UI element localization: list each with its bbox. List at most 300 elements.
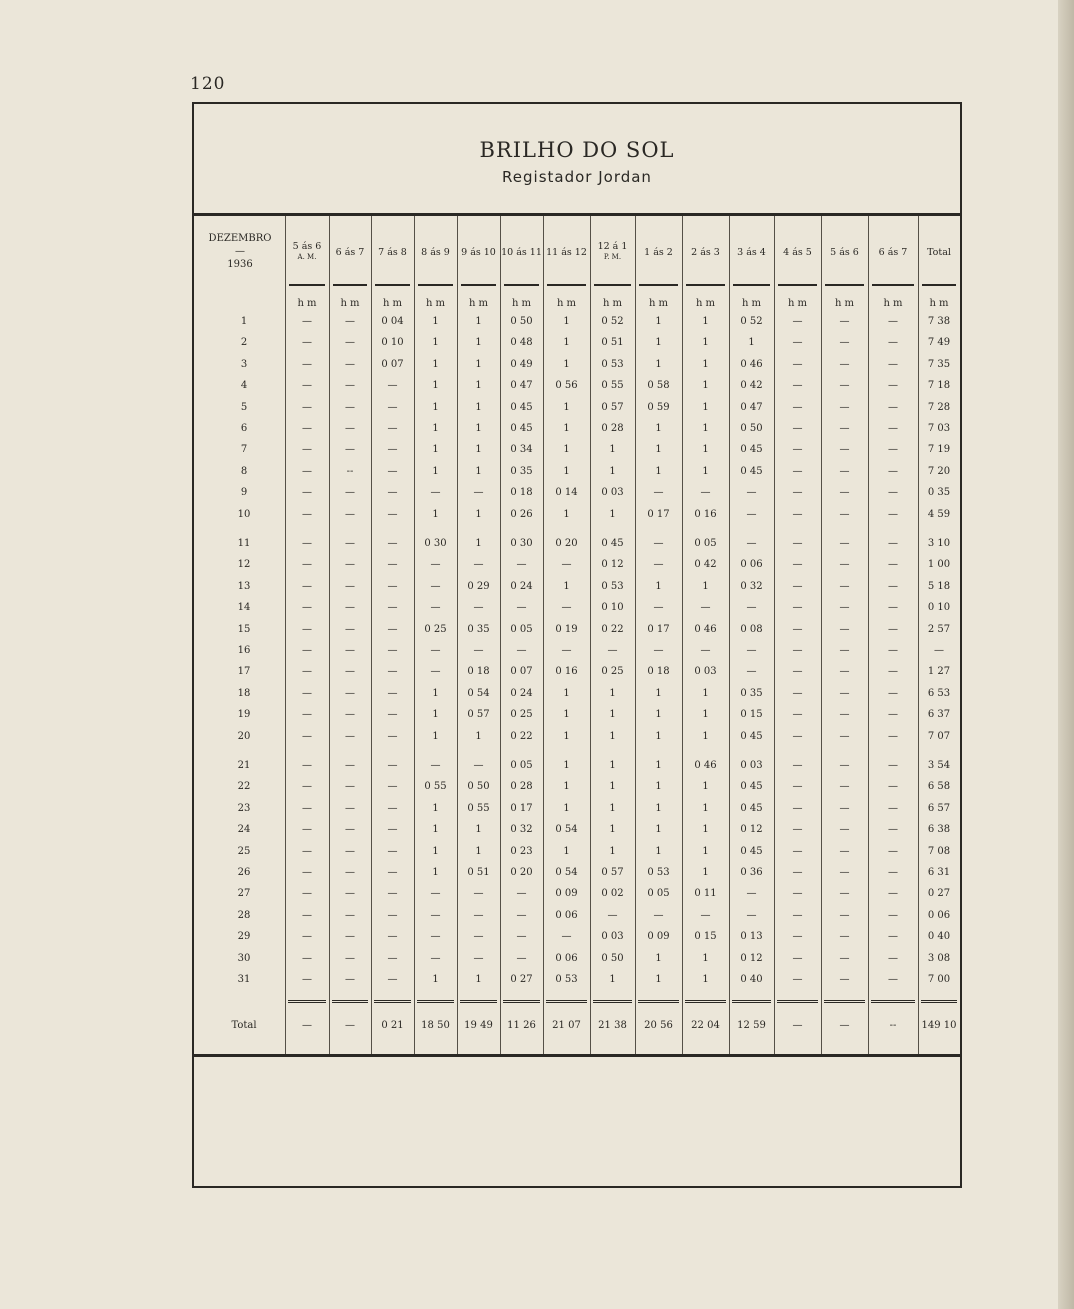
table-cell: 1: [655, 802, 662, 814]
table-cell: 0 34: [510, 444, 533, 456]
table-cell: 0 50: [467, 781, 490, 793]
table-cell: 1: [432, 358, 439, 370]
table-cell: 0 40: [740, 974, 763, 985]
table-cell: 1: [702, 781, 709, 793]
page-number: 120: [190, 74, 226, 94]
table-cell: 0 28: [510, 781, 533, 793]
table-cell: 1: [702, 867, 709, 878]
table-cell: 1: [702, 974, 709, 985]
table-cell: 0 02: [601, 888, 624, 900]
table-cell: —: [430, 909, 441, 921]
table-cell: —: [839, 974, 850, 985]
table-cell: 0 07: [381, 358, 404, 370]
table-cell: 0 46: [694, 760, 717, 771]
table-cell: —: [387, 602, 398, 614]
table-cell: 7 28: [927, 401, 951, 413]
table-cell: 0 20: [555, 538, 578, 549]
total-label: Total: [231, 1020, 257, 1031]
table-cell: —: [839, 709, 850, 721]
table-cell: —: [345, 802, 355, 814]
table-cell: 1: [702, 709, 709, 721]
table-cell: 1: [432, 709, 439, 721]
table-cell: 1: [655, 358, 662, 370]
table-cell: —: [839, 909, 850, 921]
table-cell: 0 26: [510, 508, 533, 520]
table-cell: —: [792, 730, 803, 742]
day-label: 30: [237, 952, 251, 964]
table-cell: —: [345, 316, 355, 327]
table-cell: —: [302, 358, 312, 370]
table-cell: 1: [563, 337, 570, 349]
table-cell: 0 03: [694, 666, 717, 678]
day-label: 18: [237, 687, 251, 699]
day-label: 14: [237, 602, 251, 614]
table-cell: —: [302, 888, 312, 900]
day-label: 1: [240, 316, 248, 327]
table-cell: 1: [563, 781, 570, 793]
table-cell: —: [345, 709, 355, 721]
header-rule: [594, 284, 631, 286]
table-cell: 0 06: [555, 909, 578, 921]
table-cell: 0 24: [510, 580, 533, 592]
table-cell: —: [792, 909, 803, 921]
page-subtitle: Registador Jordan: [502, 168, 652, 186]
table-cell: 0 45: [740, 444, 763, 456]
table-cell: 7 19: [927, 444, 951, 456]
unit-label: h m: [929, 298, 949, 309]
table-cell: —: [302, 802, 312, 814]
table-cell: 0 18: [647, 666, 670, 678]
table-cell: 1: [702, 423, 709, 434]
table-cell: 1: [702, 687, 709, 699]
table-cell: 0 35: [740, 687, 763, 699]
column-header-sub: A. M.: [297, 253, 317, 261]
table-cell: —: [792, 888, 803, 900]
table-cell: 0 17: [647, 508, 670, 520]
table-cell: —: [839, 623, 850, 635]
table-cell: —: [302, 538, 312, 549]
table-cell: 1: [563, 687, 570, 699]
table-cell: —: [792, 760, 803, 771]
table-cell: —: [888, 645, 898, 656]
table-cell: —: [839, 444, 850, 456]
table-cell: —: [473, 760, 484, 771]
table-cell: 0 50: [601, 952, 624, 964]
table-cell: 1: [563, 730, 570, 742]
table-cell: —: [473, 888, 484, 900]
table-cell: 7 20: [927, 465, 951, 477]
table-cell: —: [302, 931, 312, 943]
table-cell: —: [345, 508, 355, 520]
header-rule: [686, 284, 725, 286]
table-cell: 7 18: [927, 380, 951, 392]
table-cell: —: [839, 824, 850, 836]
table-cell: —: [700, 602, 711, 614]
day-label: 28: [237, 909, 251, 921]
table-cell: 0 06: [740, 559, 763, 571]
table-cell: 1: [475, 337, 482, 349]
table-cell: —: [302, 602, 312, 614]
table-cell: —: [387, 423, 398, 434]
day-label: 20: [237, 730, 251, 742]
day-label: 4: [240, 380, 248, 392]
header-rule: [504, 284, 539, 286]
table-cell: 1: [563, 802, 570, 814]
month-header: [198, 232, 282, 271]
table-cell: —: [345, 760, 355, 771]
table-cell: —: [792, 781, 803, 793]
table-cell: —: [792, 845, 803, 857]
table-cell: 1: [475, 538, 482, 549]
table-cell: 0 52: [601, 316, 624, 327]
table-cell: —: [387, 824, 398, 836]
table-cell: 0 06: [555, 952, 578, 964]
table-cell: 0 53: [601, 358, 624, 370]
table-cell: 1: [655, 952, 662, 964]
table-cell: 0 46: [740, 358, 763, 370]
total-rule: [503, 1000, 540, 1003]
total-cell: —: [839, 1020, 850, 1031]
table-cell: —: [473, 602, 484, 614]
table-cell: 1: [609, 444, 616, 456]
table-cell: —: [888, 952, 898, 964]
table-cell: 1: [655, 687, 662, 699]
table-cell: 1 27: [927, 666, 951, 678]
table-cell: —: [473, 645, 484, 656]
unit-label: h m: [648, 298, 669, 309]
table-cell: 1: [432, 465, 439, 477]
table-cell: —: [516, 645, 527, 656]
table-cell: —: [653, 645, 664, 656]
table-cell: —: [792, 645, 803, 656]
table-cell: —: [792, 824, 803, 836]
total-cell: 0 21: [381, 1020, 404, 1031]
table-cell: —: [561, 931, 572, 943]
table-cell: —: [516, 559, 527, 571]
column-header-label: 5 ás 6: [292, 241, 322, 252]
table-cell: —: [653, 538, 664, 549]
table-cell: 0 57: [601, 401, 624, 413]
table-cell: 6 38: [927, 824, 951, 836]
table-cell: 0 52: [740, 316, 763, 327]
column-header: [590, 222, 635, 282]
unit-label: h m: [425, 298, 446, 309]
table-cell: 0 28: [601, 423, 624, 434]
table-cell: —: [387, 974, 398, 985]
header-rule: [922, 284, 956, 286]
column-header-text: [421, 247, 450, 258]
total-rule: [871, 1000, 915, 1003]
table-cell: —: [302, 623, 312, 635]
day-label: 17: [237, 666, 251, 678]
table-cell: —: [888, 909, 898, 921]
table-cell: 1: [432, 444, 439, 456]
unit-label: h m: [297, 298, 317, 309]
table-cell: 0 54: [555, 824, 578, 836]
total-rule: [288, 1000, 326, 1003]
table-cell: —: [839, 730, 850, 742]
table-cell: 1: [655, 444, 662, 456]
table-cell: 0 54: [467, 687, 490, 699]
table-cell: 6 58: [927, 781, 951, 793]
table-cell: 1: [432, 508, 439, 520]
table-cell: —: [792, 952, 803, 964]
column-header-text: [927, 247, 951, 258]
table-cell: 1: [475, 730, 482, 742]
table-cell: 1: [432, 867, 439, 878]
table-cell: —: [792, 401, 803, 413]
table-cell: 0 57: [601, 867, 624, 878]
table-cell: —: [302, 465, 312, 477]
table-cell: —: [302, 974, 312, 985]
table-cell: —: [839, 358, 850, 370]
column-header-text: [691, 247, 720, 258]
table-cell: 1: [563, 709, 570, 721]
table-cell: 0 25: [424, 623, 447, 635]
header-rule: [333, 284, 367, 286]
unit-label: h m: [602, 298, 623, 309]
table-cell: 1: [609, 802, 616, 814]
total-rule: [732, 1000, 771, 1003]
table-cell: 0 47: [740, 401, 763, 413]
table-cell: 0 42: [694, 559, 717, 571]
table-cell: —: [302, 316, 312, 327]
page-title: BRILHO DO SOL: [479, 138, 675, 162]
table-cell: —: [302, 909, 312, 921]
table-cell: —: [430, 602, 441, 614]
table-cell: 1: [563, 845, 570, 857]
day-label: 22: [237, 781, 251, 793]
table-cell: 6 57: [927, 802, 951, 814]
table-cell: —: [430, 760, 441, 771]
table-cell: —: [430, 580, 441, 592]
header-rule: [778, 284, 817, 286]
table-cell: 1: [655, 316, 662, 327]
table-cell: —: [888, 423, 898, 434]
table-cell: —: [302, 845, 312, 857]
table-cell: 1: [475, 465, 482, 477]
total-cell: 18 50: [421, 1020, 450, 1031]
table-cell: 0 56: [555, 380, 578, 392]
table-cell: —: [387, 730, 398, 742]
table-cell: 7 00: [927, 974, 951, 985]
table-cell: —: [839, 423, 850, 434]
column-header: [500, 222, 543, 282]
day-label: 6: [240, 423, 248, 434]
table-cell: 0 35: [510, 465, 533, 477]
column-header-text: [336, 247, 365, 258]
table-cell: —: [839, 931, 850, 943]
table-cell: —: [888, 380, 898, 392]
table-cell: —: [839, 538, 850, 549]
table-cell: —: [792, 337, 803, 349]
table-cell: 0 12: [601, 559, 624, 571]
table-cell: —: [888, 974, 898, 985]
day-label: 2: [240, 337, 248, 349]
table-cell: —: [888, 487, 898, 499]
table-cell: 1: [609, 845, 616, 857]
table-cell: —: [561, 602, 572, 614]
table-cell: 0 07: [510, 666, 533, 678]
table-cell: --: [346, 465, 354, 477]
column-header-label: 3 ás 4: [737, 246, 766, 258]
column-header-text: [293, 241, 322, 263]
table-cell: —: [345, 358, 355, 370]
table-cell: 1: [609, 709, 616, 721]
table-cell: —: [792, 358, 803, 370]
table-cell: —: [430, 931, 441, 943]
table-cell: 1: [475, 358, 482, 370]
day-label: 23: [237, 802, 251, 814]
table-cell: 0 03: [740, 760, 763, 771]
table-cell: —: [888, 781, 898, 793]
table-cell: 1: [702, 802, 709, 814]
header-rule: [547, 284, 586, 286]
table-cell: 1: [702, 465, 709, 477]
table-cell: —: [934, 645, 944, 656]
table-cell: —: [302, 730, 312, 742]
table-cell: 0 09: [555, 888, 578, 900]
day-label: 29: [237, 931, 251, 943]
table-cell: —: [387, 931, 398, 943]
table-cell: —: [473, 931, 484, 943]
table-cell: 0 20: [510, 867, 533, 878]
column-header-sub: P. M.: [603, 253, 622, 261]
day-label: 5: [240, 401, 248, 413]
table-cell: —: [792, 802, 803, 814]
table-cell: —: [792, 316, 803, 327]
total-cell: —: [792, 1020, 803, 1031]
table-cell: —: [839, 580, 850, 592]
table-cell: 1: [702, 380, 709, 392]
year-label: 1936: [227, 259, 253, 270]
table-cell: —: [653, 909, 664, 921]
table-cell: 0 03: [601, 931, 624, 943]
table-cell: 0 08: [740, 623, 763, 635]
table-cell: 0 53: [601, 580, 624, 592]
day-label: 25: [237, 845, 251, 857]
table-cell: 0 15: [740, 709, 763, 721]
table-cell: 1: [563, 760, 570, 771]
table-cell: —: [387, 687, 398, 699]
table-cell: 0 46: [694, 623, 717, 635]
table-cell: —: [607, 909, 618, 921]
table-cell: —: [345, 666, 355, 678]
table-cell: 7 49: [927, 337, 951, 349]
table-cell: 7 35: [927, 358, 951, 370]
table-cell: 0 45: [740, 802, 763, 814]
table-cell: 1: [432, 337, 439, 349]
table-cell: —: [839, 802, 850, 814]
table-cell: —: [888, 602, 898, 614]
table-cell: —: [302, 952, 312, 964]
table-cell: 1: [702, 358, 709, 370]
table-cell: —: [302, 487, 312, 499]
table-cell: 5 18: [927, 580, 951, 592]
table-cell: —: [888, 508, 898, 520]
table-cell: —: [302, 401, 312, 413]
table-frame: [192, 102, 962, 1188]
table-cell: —: [345, 888, 355, 900]
table-cell: 2 57: [927, 623, 951, 635]
total-rule: [824, 1000, 865, 1003]
table-cell: —: [746, 487, 757, 499]
table-cell: —: [302, 508, 312, 520]
total-rule: [332, 1000, 368, 1003]
table-cell: 0 11: [694, 888, 717, 900]
column-header-text: [598, 241, 628, 263]
column-header-text: [879, 247, 908, 258]
day-label: 13: [237, 580, 251, 592]
table-cell: —: [302, 645, 312, 656]
table-cell: —: [888, 760, 898, 771]
table-cell: —: [345, 867, 355, 878]
table-cell: —: [345, 623, 355, 635]
column-header: [543, 222, 590, 282]
table-cell: 0 32: [510, 824, 533, 836]
column-header: [329, 222, 371, 282]
table-cell: 0 42: [740, 380, 763, 392]
table-cell: —: [839, 316, 850, 327]
table-cell: —: [792, 487, 803, 499]
table-cell: 0 50: [510, 316, 533, 327]
table-cell: 0 49: [510, 358, 533, 370]
table-cell: —: [839, 380, 850, 392]
table-cell: —: [888, 709, 898, 721]
table-cell: —: [345, 444, 355, 456]
table-cell: —: [839, 952, 850, 964]
header-rule: [461, 284, 496, 286]
table-cell: —: [561, 559, 572, 571]
table-cell: —: [888, 580, 898, 592]
table-cell: 0 17: [510, 802, 533, 814]
unit-label: h m: [468, 298, 489, 309]
table-bottom-rule: [194, 1054, 960, 1057]
table-cell: —: [430, 952, 441, 964]
table-cell: 1: [563, 358, 570, 370]
table-cell: —: [888, 538, 898, 549]
table-cell: —: [888, 358, 898, 370]
table-cell: 0 51: [467, 867, 490, 878]
table-cell: —: [792, 687, 803, 699]
table-cell: 0 40: [927, 931, 951, 943]
table-cell: —: [387, 888, 398, 900]
table-cell: —: [387, 781, 398, 793]
table-cell: 1: [702, 444, 709, 456]
day-label: 8: [240, 465, 248, 477]
table-cell: 0 45: [601, 538, 624, 549]
table-cell: —: [345, 824, 355, 836]
total-cell: 19 49: [464, 1020, 493, 1031]
table-cell: —: [700, 909, 711, 921]
total-cell: 12 59: [737, 1020, 766, 1031]
column-header: [774, 222, 821, 282]
column-header-label: 2 ás 3: [691, 246, 720, 258]
table-cell: 1: [432, 401, 439, 413]
unit-label: h m: [556, 298, 577, 309]
table-cell: —: [302, 760, 312, 771]
table-cell: 0 13: [740, 931, 763, 943]
column-header-text: [830, 247, 859, 258]
total-rule: [546, 1000, 587, 1003]
table-cell: 1: [655, 465, 662, 477]
table-cell: 1: [655, 580, 662, 592]
table-cell: —: [792, 666, 803, 678]
day-label: 12: [237, 559, 251, 571]
table-cell: —: [888, 559, 898, 571]
table-cell: —: [345, 559, 355, 571]
table-cell: —: [302, 824, 312, 836]
